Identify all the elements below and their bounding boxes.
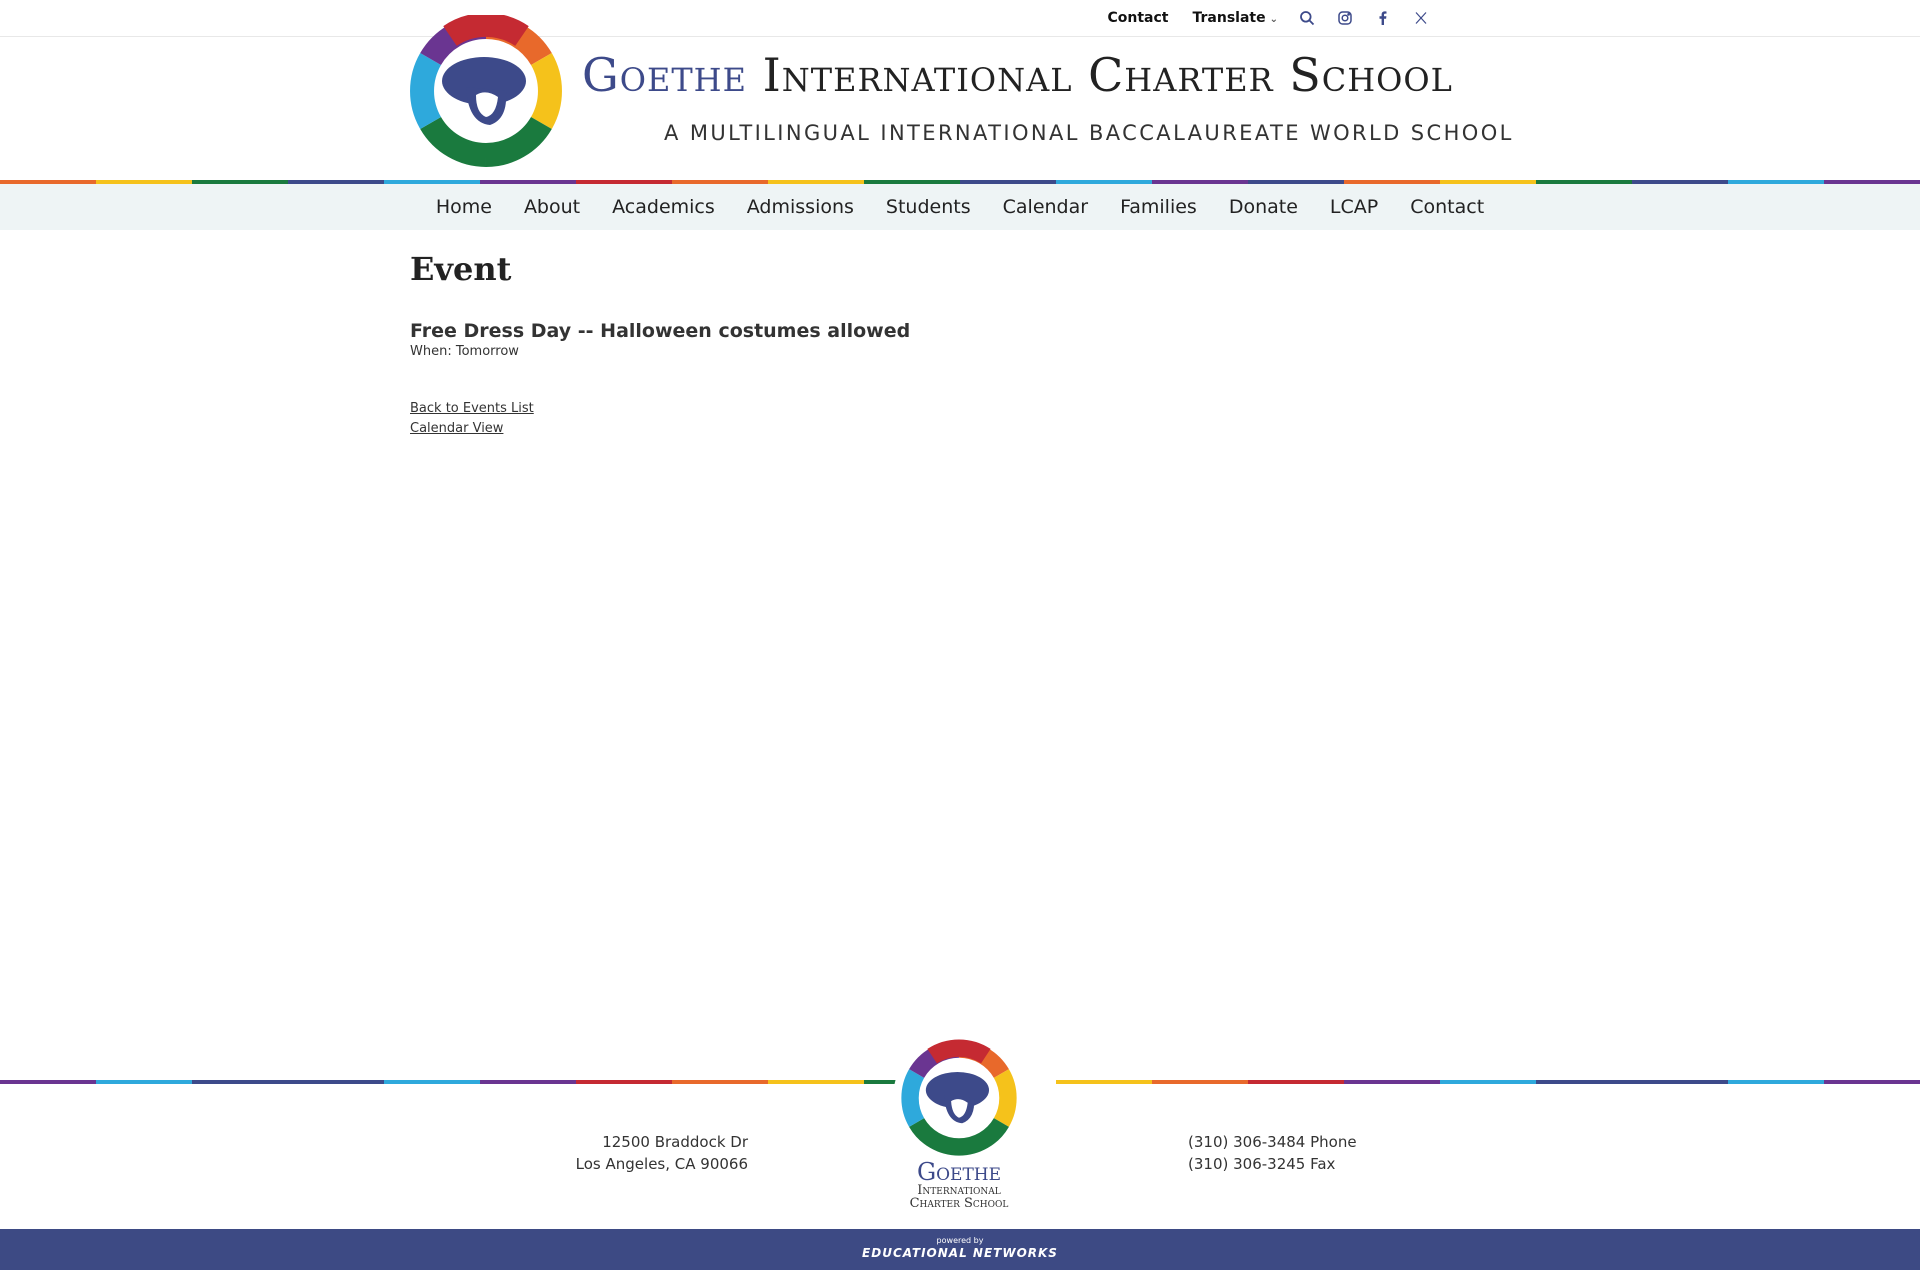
facebook-icon[interactable] xyxy=(1374,9,1392,27)
address-line1: 12500 Braddock Dr xyxy=(602,1133,748,1151)
event-title: Free Dress Day -- Halloween costumes allowed xyxy=(410,320,911,342)
main-content xyxy=(410,250,1510,439)
school-logo[interactable] xyxy=(410,15,562,167)
footer-logo[interactable] xyxy=(893,1032,1025,1220)
translate-dropdown[interactable] xyxy=(1193,10,1279,26)
instagram-icon[interactable] xyxy=(1336,9,1354,27)
nav-item-academics[interactable]: Academics xyxy=(612,196,715,218)
event-links xyxy=(410,399,1510,439)
powered-by-label: powered by xyxy=(936,1236,984,1245)
main-nav xyxy=(0,184,1920,230)
nav-item-home[interactable]: Home xyxy=(435,196,492,218)
utility-bar xyxy=(0,0,1920,37)
powered-by-link[interactable] xyxy=(0,1236,1920,1261)
footer-school-name xyxy=(893,1160,1025,1210)
nav-item-lcap[interactable]: LCAP xyxy=(1329,196,1379,218)
page-title: Event xyxy=(410,250,512,288)
nav-item-students[interactable]: Students xyxy=(885,196,971,218)
fax-number: (310) 306-3245 Fax xyxy=(1188,1155,1336,1173)
footer-logo-line2: International xyxy=(917,1183,1001,1198)
school-name xyxy=(582,48,1453,102)
nav-item-calendar[interactable]: Calendar xyxy=(1002,196,1089,218)
chevron-down-icon: ⌄ xyxy=(1269,14,1278,25)
nav-item-admissions[interactable]: Admissions xyxy=(746,196,854,218)
utility-nav xyxy=(1084,0,1431,36)
provider-logo: EDUCATIONAL NETWORKS xyxy=(862,1246,1058,1260)
school-name-first: Goethe xyxy=(582,48,747,102)
footer-address xyxy=(576,1131,748,1175)
calendar-view-link[interactable]: Calendar View xyxy=(410,421,504,436)
nav-item-families[interactable]: Families xyxy=(1120,196,1197,218)
translate-label: Translate xyxy=(1192,10,1266,26)
address-line2: Los Angeles, CA 90066 xyxy=(575,1155,748,1173)
search-icon[interactable] xyxy=(1298,9,1316,27)
x-twitter-icon[interactable] xyxy=(1412,9,1430,27)
nav-item-about[interactable]: About xyxy=(523,196,581,218)
footer-logo-line3: Charter School xyxy=(909,1196,1009,1211)
utility-contact-link[interactable]: Contact xyxy=(1107,10,1169,26)
tagline: A MULTILINGUAL INTERNATIONAL BACCALAUREATE WORLD SCHOOL xyxy=(664,121,1514,145)
footer-logo-line1: Goethe xyxy=(916,1158,1002,1186)
back-to-events-link[interactable]: Back to Events List xyxy=(410,401,534,416)
footer-bottom-bar xyxy=(0,1229,1920,1270)
nav-item-donate[interactable]: Donate xyxy=(1228,196,1298,218)
phone-number: (310) 306-3484 Phone xyxy=(1188,1133,1357,1151)
event-when: When: Tomorrow xyxy=(410,344,519,359)
school-name-rest: International Charter School xyxy=(762,48,1453,102)
footer-phone xyxy=(1188,1131,1357,1175)
nav-item-contact[interactable]: Contact xyxy=(1410,196,1485,218)
